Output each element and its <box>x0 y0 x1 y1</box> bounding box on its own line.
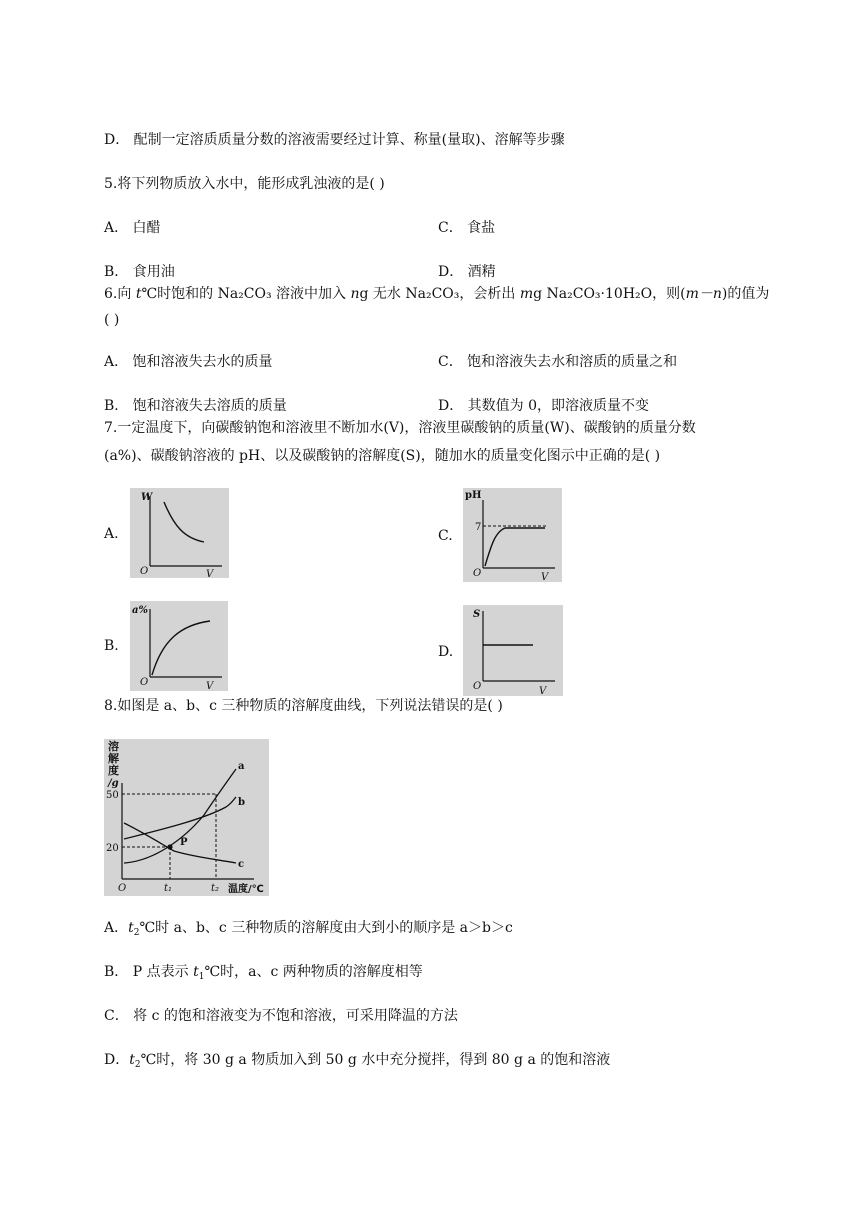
q7-label-b: B. <box>104 638 119 654</box>
q7-label-a: A. <box>104 526 119 542</box>
q8-solubility-figure <box>104 739 269 896</box>
graph-b-xlabel: V <box>206 681 214 691</box>
q5-stem: 5.将下列物质放入水中，能形成乳浊液的是( ) <box>104 176 385 192</box>
graph-a-origin: O <box>140 566 149 577</box>
q7-label-c: C. <box>438 528 453 544</box>
graph-b-origin: O <box>140 677 149 688</box>
graph-c-tick7: 7 <box>475 522 482 533</box>
q8-curve-b <box>124 797 236 839</box>
graph-d-origin: O <box>473 681 482 692</box>
q6-stem-line2: ( ) <box>104 312 120 328</box>
graph-c-origin: O <box>473 568 482 579</box>
graph-b-curve <box>152 621 210 675</box>
graph-c-ylabel: pH <box>465 490 482 501</box>
q6-stem: 6.向 t℃时饱和的 Na₂CO₃ 溶液中加入 ng 无水 Na₂CO₃，会析出 mg Na₂CO₃·10H₂O，则(m－n)的值为 <box>104 286 770 302</box>
q8-label-b: b <box>238 797 245 808</box>
graph-d-ylabel: S <box>473 609 481 620</box>
q5-option-a: A． 白醋 <box>104 220 161 236</box>
graph-c-xlabel: V <box>541 572 549 582</box>
q4-option-d: D． 配制一定溶质质量分数的溶液需要经过计算、称量(量取)、溶解等步骤 <box>104 132 565 148</box>
q6-option-c: C． 饱和溶液失去水和溶质的质量之和 <box>438 354 678 370</box>
q7-graph-d <box>463 605 563 696</box>
q7-stem-line1: 7.一定温度下，向碳酸钠饱和溶液里不断加水(V)，溶液里碳酸钠的质量(W)、碳酸钠的质量分数 <box>104 420 696 436</box>
q8-ylabel-3: 度 <box>108 764 119 777</box>
q8-label-a: a <box>238 761 245 772</box>
q6-option-b: B． 饱和溶液失去溶质的质量 <box>104 398 287 414</box>
q8-tick-20: 20 <box>106 843 119 854</box>
q8-label-p: P <box>180 837 188 848</box>
q8-point-p <box>167 844 172 849</box>
graph-a-xlabel: V <box>206 569 214 578</box>
q6-option-d: D． 其数值为 0，即溶液质量不变 <box>438 398 650 414</box>
q8-origin: O <box>118 883 127 894</box>
graph-d-xlabel: V <box>539 686 547 696</box>
q8-tick-t1: t₁ <box>164 883 173 894</box>
q8-xlabel: 温度/℃ <box>228 884 264 895</box>
q7-graph-c <box>463 488 562 582</box>
q8-option-c: C． 将 c 的饱和溶液变为不饱和溶液，可采用降温的方法 <box>104 1008 458 1024</box>
graph-a-ylabel: W <box>141 492 153 503</box>
graph-b-ylabel: a% <box>132 605 148 616</box>
q7-graph-b <box>130 601 228 691</box>
q7-stem-line2: (a%)、碳酸钠溶液的 pH、以及碳酸钠的溶解度(S)，随加水的质量变化图示中正确的是( ) <box>104 448 661 464</box>
q6-option-a: A． 饱和溶液失去水的质量 <box>104 354 273 370</box>
q8-stem: 8.如图是 a、b、c 三种物质的溶解度曲线，下列说法错误的是( ) <box>104 698 503 714</box>
q7-graph-a <box>130 488 229 578</box>
q8-tick-t2: t₂ <box>211 883 220 894</box>
q5-option-c: C． 食盐 <box>438 220 496 236</box>
q8-label-c: c <box>238 859 245 870</box>
graph-a-curve <box>164 502 204 542</box>
q5-option-d: D． 酒精 <box>438 264 496 280</box>
q8-ylabel-1: 溶 <box>108 740 119 753</box>
q8-ylabel-4: /g <box>108 778 119 789</box>
q8-option-b: B． P 点表示 $t_1℃$时，a、c 两种物质的溶解度相等 <box>104 964 423 982</box>
graph-c-curve <box>485 528 545 566</box>
q7-label-d: D. <box>438 644 454 660</box>
q8-ylabel-2: 解 <box>108 752 119 765</box>
q8-option-a: A．$t_2℃$时 a、b、c 三种物质的溶解度由大到小的顺序是 a＞b＞c <box>104 920 513 938</box>
q8-tick-50: 50 <box>106 790 119 801</box>
q8-curve-a <box>124 769 236 863</box>
q5-option-b: B． 食用油 <box>104 264 175 280</box>
q8-option-d: D．$t_2℃$时，将 30 g a 物质加入到 50 g 水中充分搅拌，得到 80 g a 的饱和溶液 <box>104 1052 611 1070</box>
